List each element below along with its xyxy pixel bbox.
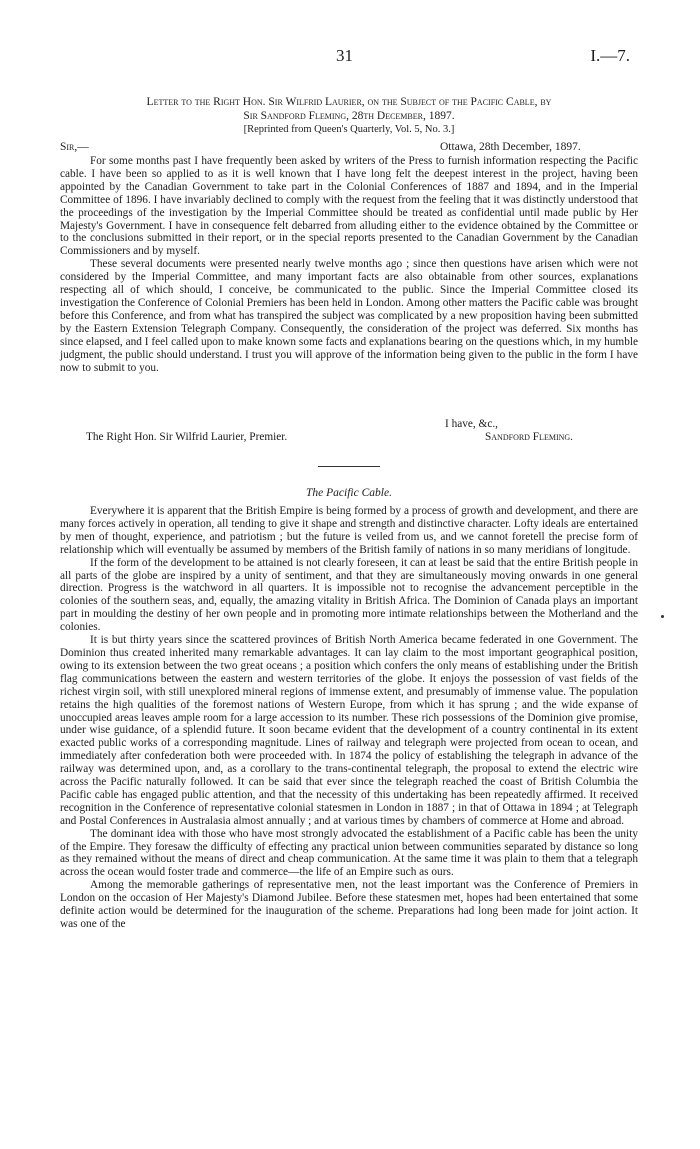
section-paragraph: Among the memorable gatherings of representative men, not the least important was the Conference of Premiers in London on the occasion of Her Majesty's Diamond Jubilee. Before these statesmen met, hopes had been entertained that some definite action would be determined for the inauguration of the scheme. Preparations had long been made for joint action. It was one of the [60, 879, 638, 930]
addressee: The Right Hon. Sir Wilfrid Laurier, Premier. [86, 431, 288, 443]
letter-title-line-2: Sir Sandford Fleming, 28th December, 1897. [243, 110, 455, 122]
section-paragraph: Everywhere it is apparent that the British Empire is being formed by a process of growth and development, and there are many forces actively in operation, all tending to give it shape and strength and distinctive character. Lofty ideals are entertained by men of thought, experience, and patriotism ; but the future is veiled from us, and we cannot foretell the precise form of relationship which will eventually be assumed by members of the British family of nations in so many meridians of longitude. [60, 505, 638, 556]
signature-row [60, 431, 638, 445]
section-paragraph: It is but thirty years since the scattered provinces of British North America became federated in one Government. The Dominion thus created inherited many remarkable advantages. It can lay claim to the most important geographical position, owing to its extension between the two great oceans ; a position which confers the only means of establishing under the British flag communications between the eastern and western territories of the globe. It enjoys the possession of vast fields of the richest virgin soil, with still unexplored mineral regions of immense extent, and presumably of immense value. The population retains the high qualities of the foremost nations of Western Europe, from which it has sprung ; and the wide expanse of unoccupied areas leaves ample room for a large accession to its number. These rich possessions of the Dominion give promise, under wise guidance, of a splendid future. It soon became evident that the development of a country continental in its extent exacted public works of a corresponding magnitude. Lines of railway and telegraph were projected from ocean to ocean, and immediately after confederation both were proceeded with. In 1874 the policy of establishing the telegraph in advance of the railway was determined upon, and, as a corollary to the trans-continental telegraph, the proposal to extend the electric wire across the Pacific naturally followed. It can be said that ever since the telegraph reached the coast of British Columbia the Pacific cable has engaged public attention, and that the necessity of this undertaking has been repeatedly affirmed. It received recognition in the Conference of representative colonial statesmen in London in 1887 ; in that of Ottawa in 1894 ; at Telegraph and Postal Conferences in Australasia almost annually ; and at various times by chambers of commerce at Home and abroad. [60, 634, 638, 827]
closing: I have, &c., [445, 418, 499, 430]
salutation-row [60, 141, 638, 155]
signature: Sandford Fleming. [485, 431, 573, 443]
reprint-note: [Reprinted from Queen's Quarterly, Vol. 5, No. 3.] [243, 124, 455, 135]
salutation: Sir,— [60, 141, 89, 153]
place-date: Ottawa, 28th December, 1897. [440, 141, 581, 153]
section-divider [318, 466, 380, 467]
letter-title-line-1: Letter to the Right Hon. Sir Wilfrid Laurier, on the Subject of the Pacific Cable, by [146, 96, 552, 108]
closing-row [60, 418, 638, 432]
section-paragraph: If the form of the development to be attained is not clearly foreseen, it can at least be said that the entire British people in all parts of the globe are inspired by a unity of sentiment, and that they are simultaneously moving onwards in one general direction. Progress is the watchword in all quarters. It is impossible not to recognise the advancement perceptible in the colonies of the southern seas, and, equally, the amazing vitality in British Africa. The Dominion of Canada plays an important part in moulding the destiny of her own people and in promoting more intimate relationships between the Motherland and the colonies. [60, 556, 638, 634]
letter-title [60, 95, 638, 123]
document-reference: I.—7. [590, 46, 630, 65]
letter-paragraph: These several documents were presented nearly twelve months ago ; since then questions have arisen which were not considered by the Imperial Committee, and many important facts are also obtainable from other sources, explanations respecting all of which should, I conceive, be communicated to the public. Since the Imperial Committee closed its investigation the Conference of Colonial Premiers has been held in London. Among other matters the Pacific cable was brought before this Conference, and from what has transpired the subject was complicated by a new proposition having been submitted by the Eastern Extension Telegraph Company. Consequently, the consideration of the project was deferred. Six months has since elapsed, and I feel called upon to make known some facts and explanations bearing on the questions which, in my humble judgment, the public should understand. I trust you will approve of the information being given to the public in the form I have now to submit to you. [60, 258, 638, 374]
margin-mark [661, 615, 664, 618]
page-number: 31 [336, 46, 353, 65]
section-paragraph: The dominant idea with those who have most strongly advocated the establishment of a Pacific cable has been the unity of the Empire. They foresaw the difficulty of effecting any practical union between communities separated by distance so long as they remained without the means of direct and cheap communication. At the same time it was plain to them that a telegraph across the ocean would foster trade and commerce—the life of an Empire such as ours. [60, 827, 638, 879]
letter-paragraph: For some months past I have frequently been asked by writers of the Press to furnish information respecting the Pacific cable. I have been so applied to as it is well known that I have long felt the deepest interest in the project, having been appointed by the Canadian Government to take part in the Colonial Conferences of 1887 and 1894, and in the Imperial Committee of 1896. I have invariably declined to comply with the request from the feeling that it was distinctly understood that the proceedings of the investigation by the Imperial Committee should be treated as confidential until made public by Her Majesty's Government. I have in consequence felt debarred from alluding either to the evidence obtained by the Committee or to the conclusions submitted in their report, or in the special reports presented to the Canadian Government by the Canadian Commissioners and by myself. [60, 155, 638, 258]
section-body [60, 505, 638, 931]
letter-body [60, 155, 638, 374]
section-title: The Pacific Cable. [306, 487, 392, 499]
